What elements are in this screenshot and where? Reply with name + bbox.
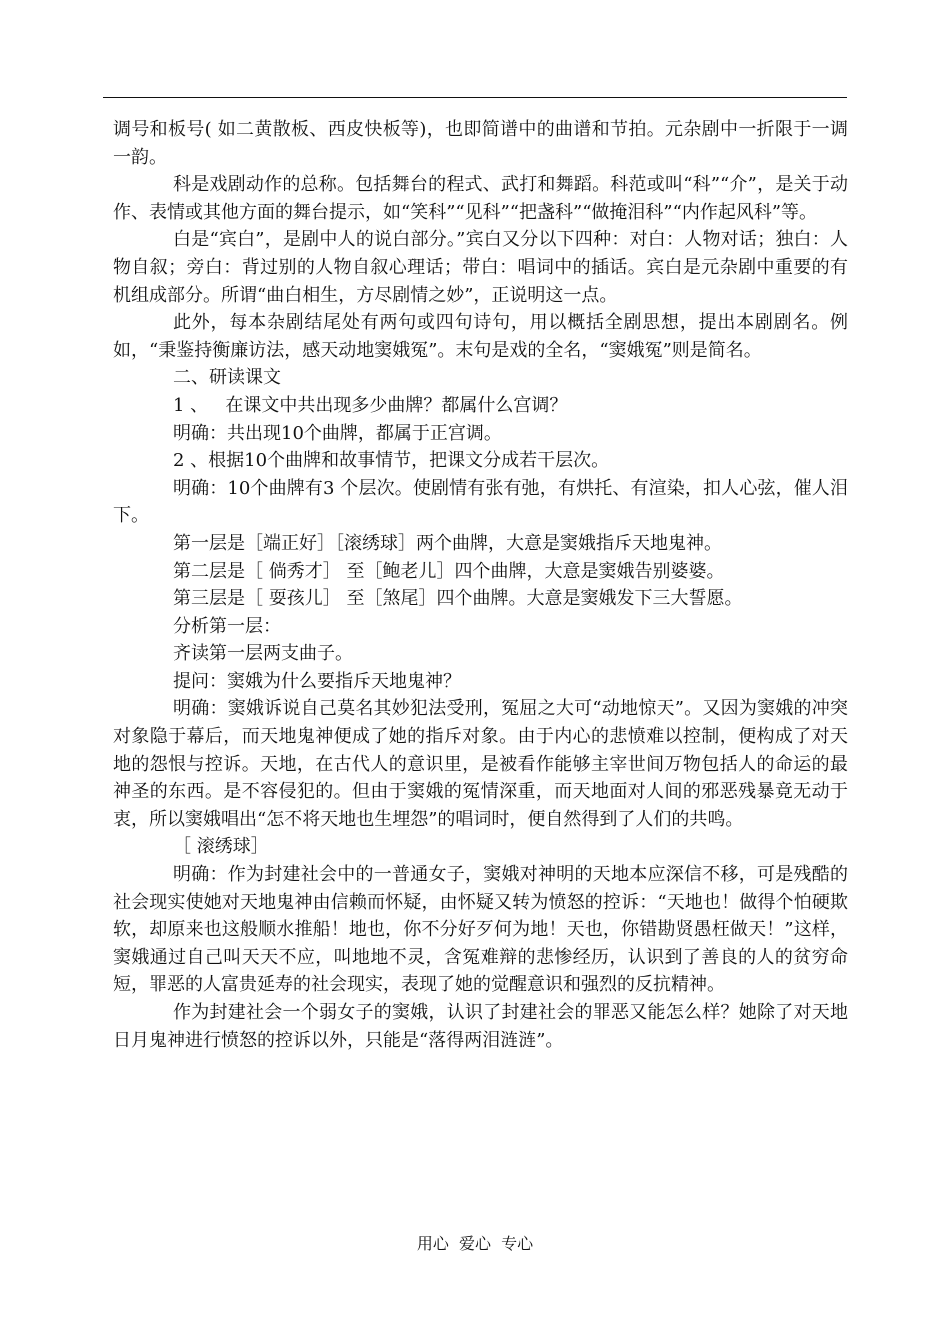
paragraph: 此外，每本杂剧结尾处有两句或四句诗句，用以概括全剧思想，提出本剧剧名。例如，“秉鉴持衡廉访法，感天动地窦娥冤”。末句是戏的全名，“窦娥冤”则是简名。 (113, 312, 848, 361)
paragraph: 1 、 在课文中共出现多少曲牌？都属什么宫调？ (173, 394, 568, 416)
header-rule (103, 97, 847, 98)
paragraph: 第二层是［ 倘秀才］ 至［鲍老儿］四个曲牌，大意是窦娥告别婆婆。 (173, 560, 725, 582)
paragraph: 齐读第一层两支曲子。 (173, 643, 353, 665)
paragraph: 科是戏剧动作的总称。包括舞台的程式、武打和舞蹈。科范或叫“科”“介”，是关于动作、表情或其他方面的舞台提示，如“笑科”“见科”“把盏科”“做掩泪科”“内作起风科”等。 (113, 174, 848, 223)
document-body (113, 116, 848, 1054)
page-footer: 用心 爱心 专心 (416, 1234, 534, 1253)
paragraph: 明确：10个曲牌有3 个层次。使剧情有张有弛，有烘托、有渲染，扣人心弦，催人泪下。 (113, 477, 848, 527)
paragraph: 作为封建社会一个弱女子的窦娥，认识了封建社会的罪恶又能怎么样？她除了对天地日月鬼神进行愤怒的控诉以外，只能是“落得两泪涟涟”。 (113, 1002, 848, 1051)
paragraph: 明确：共出现10个曲牌，都属于正宫调。 (173, 422, 502, 444)
paragraph: 第一层是［端正好］［滚绣球］两个曲牌，大意是窦娥指斥天地鬼神。 (173, 532, 722, 554)
paragraph: 第三层是［ 耍孩儿］ 至［煞尾］四个曲牌。大意是窦娥发下三大誓愿。 (173, 588, 743, 610)
paragraph: 白是“宾白”，是剧中人的说白部分。”宾白又分以下四种：对白：人物对话；独白：人物自叙；旁白：背过别的人物自叙心理话；带白：唱词中的插话。宾白是元杂剧中重要的有机组成部分。所谓“曲白相生，方尽剧情之妙”，正说明这一点。 (113, 229, 848, 306)
paragraph: 提问：窦娥为什么要指斥天地鬼神？ (173, 670, 461, 692)
paragraph: 调号和板号( 如二黄散板、西皮快板等)，也即简谱中的曲谱和节拍。元杂剧中一折限于一调一韵。 (113, 119, 848, 168)
paragraph: 分析第一层： (173, 615, 281, 637)
section-heading: 二、研读课文 (173, 367, 281, 389)
paragraph: 2 、根据10个曲牌和故事情节，把课文分成若干层次。 (173, 450, 610, 472)
paragraph: 明确：窦娥诉说自己莫名其妙犯法受刑，冤屈之大可“动地惊天”。又因为窦娥的冲突对象隐于幕后，而天地鬼神便成了她的指斥对象。由于内心的悲愤难以控制，便构成了对天地的怨恨与控诉。天地，在古代人的意识里，是被看作能够主宰世间万物包括人的命运的最神圣的东西。是不容侵犯的。但由于窦娥的冤情深重，而天地面对人间的邪恶残暴竟无动于衷，所以窦娥唱出“怎不将天地也生埋怨”的唱词时，便自然得到了人们的共鸣。 (113, 698, 848, 830)
paragraph: ［ 滚绣球］ (173, 836, 269, 858)
paragraph: 明确：作为封建社会中的一普通女子，窦娥对神明的天地本应深信不移，可是残酷的社会现实使她对天地鬼神由信赖而怀疑，由怀疑又转为愤怒的控诉：“天地也！做得个怕硬欺软，却原来也这般顺水推船！地也，你不分好歹何为地！天也，你错勘贤愚枉做天！”这样，窦娥通过自己叫天天不应，叫地地不灵，含冤难辩的悲惨经历，认识到了善良的人的贫穷命短，罪恶的人富贵延寿的社会现实，表现了她的觉醒意识和强烈的反抗精神。 (113, 864, 848, 996)
